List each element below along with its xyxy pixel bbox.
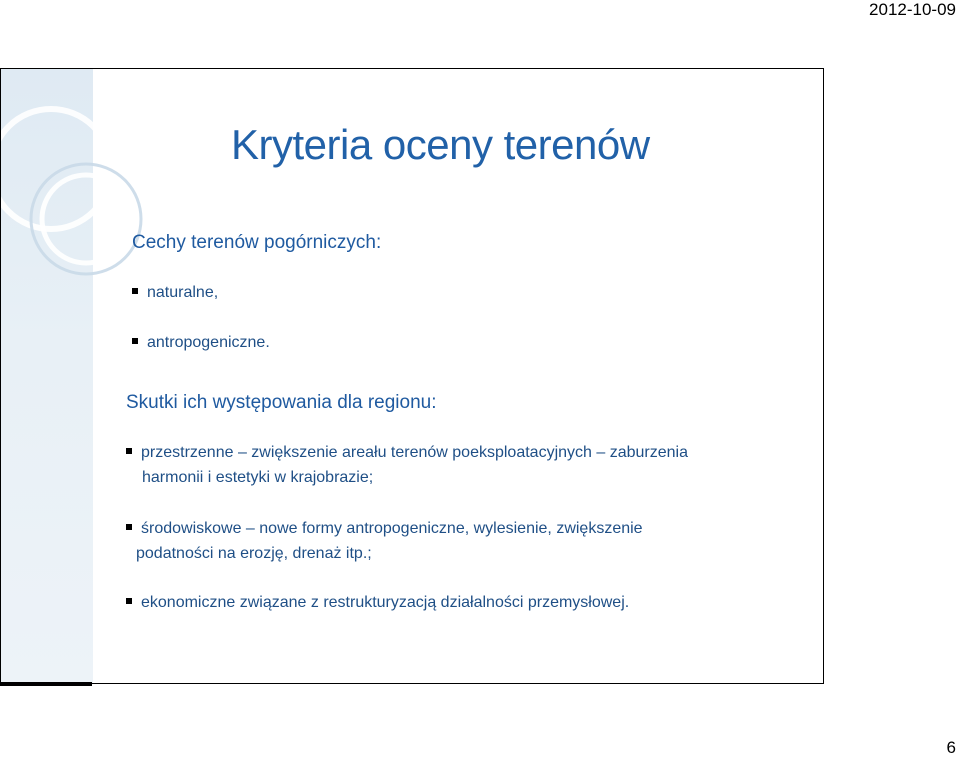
slide: [0, 68, 824, 684]
heading-colon: :: [431, 392, 437, 413]
page-number: 6: [946, 738, 956, 757]
section-heading-effects-text: Skutki ich występowania dla regionu: [126, 392, 432, 413]
section-heading-features-text: Cechy terenów pogórniczych: [132, 232, 376, 253]
deco-circle-large: [1, 109, 111, 229]
list-item-text: ekonomiczne związane z restrukturyzacją działalności przemysłowej.: [141, 594, 630, 611]
list-item-natural: [132, 284, 218, 302]
bullet-square-icon: [126, 524, 132, 530]
list-item-environmental: [126, 520, 643, 538]
list-item-anthropogenic: [132, 334, 270, 352]
list-item-text: przestrzenne – zwiększenie areału terenów poeksploatacyjnych – zaburzenia: [141, 444, 688, 461]
list-item-spatial: [126, 444, 688, 462]
bullet-square-icon: [132, 288, 138, 294]
slide-bottom-bar: [0, 682, 92, 686]
list-item-spatial-continued: harmonii i estetyki w krajobrazie;: [142, 469, 374, 486]
bullet-square-icon: [126, 598, 132, 604]
list-item-economic: [126, 594, 629, 612]
section-heading-effects: [126, 392, 437, 414]
list-item-environmental-continued: podatności na erozję, drenaż itp.;: [136, 545, 372, 562]
page-date: 2012-10-09: [869, 0, 956, 19]
list-item-text: antropogeniczne.: [147, 334, 270, 351]
list-item-text: naturalne,: [147, 284, 219, 301]
bullet-square-icon: [132, 338, 138, 344]
heading-colon: :: [375, 232, 382, 253]
bullet-square-icon: [126, 448, 132, 454]
list-item-text: środowiskowe – nowe formy antropogeniczne, wylesienie, zwiększenie: [141, 520, 643, 537]
section-heading-features: [132, 232, 381, 254]
slide-title: Kryteria oceny terenów: [231, 121, 650, 168]
